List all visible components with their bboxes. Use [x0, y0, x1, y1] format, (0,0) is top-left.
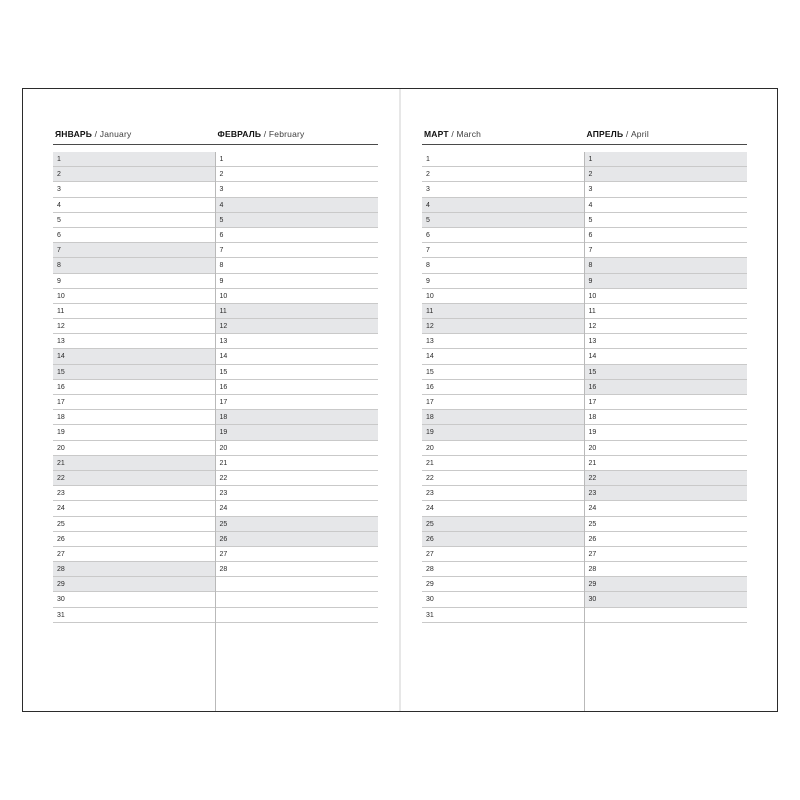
day-row[interactable]: 6: [585, 228, 748, 243]
day-row[interactable]: 6: [422, 228, 584, 243]
day-row[interactable]: 24: [585, 501, 748, 516]
month-header-april: [585, 129, 748, 139]
day-row[interactable]: 25: [422, 517, 584, 532]
day-row[interactable]: 24: [422, 501, 584, 516]
day-row[interactable]: 31: [53, 608, 215, 623]
day-row[interactable]: 5: [53, 213, 215, 228]
day-row[interactable]: 8: [53, 258, 215, 273]
day-row[interactable]: 23: [422, 486, 584, 501]
day-row[interactable]: 21: [53, 456, 215, 471]
day-row[interactable]: 29: [53, 577, 215, 592]
day-row[interactable]: 7: [53, 243, 215, 258]
day-row[interactable]: 16: [53, 380, 215, 395]
day-row[interactable]: 5: [585, 213, 748, 228]
day-row[interactable]: 1: [216, 152, 379, 167]
day-row[interactable]: 1: [585, 152, 748, 167]
day-row[interactable]: 8: [422, 258, 584, 273]
day-row[interactable]: 21: [216, 456, 379, 471]
day-row[interactable]: 6: [216, 228, 379, 243]
day-row[interactable]: 19: [422, 425, 584, 440]
day-row[interactable]: 4: [585, 198, 748, 213]
day-row[interactable]: 4: [216, 198, 379, 213]
day-row[interactable]: 3: [216, 182, 379, 197]
day-row[interactable]: 3: [53, 182, 215, 197]
day-row[interactable]: 22: [422, 471, 584, 486]
day-row[interactable]: 23: [585, 486, 748, 501]
day-row[interactable]: 7: [216, 243, 379, 258]
month-column-february: [216, 152, 379, 711]
day-row[interactable]: 13: [216, 334, 379, 349]
day-row[interactable]: 12: [585, 319, 748, 334]
day-row[interactable]: 9: [422, 274, 584, 289]
day-row[interactable]: 5: [422, 213, 584, 228]
day-row[interactable]: 16: [585, 380, 748, 395]
day-row[interactable]: 16: [216, 380, 379, 395]
day-row[interactable]: 18: [216, 410, 379, 425]
left-header-rule: [53, 144, 378, 145]
day-row[interactable]: 14: [53, 349, 215, 364]
day-row[interactable]: 11: [422, 304, 584, 319]
day-row[interactable]: 28: [216, 562, 379, 577]
day-row[interactable]: 12: [53, 319, 215, 334]
day-row[interactable]: 26: [585, 532, 748, 547]
day-row[interactable]: 27: [585, 547, 748, 562]
left-page-headers: [53, 129, 378, 139]
day-row[interactable]: 18: [585, 410, 748, 425]
day-row[interactable]: 2: [216, 167, 379, 182]
day-row[interactable]: 19: [585, 425, 748, 440]
month-name-ru: МАРТ: [424, 129, 449, 139]
day-row[interactable]: 28: [585, 562, 748, 577]
day-row[interactable]: 20: [422, 441, 584, 456]
day-row[interactable]: 19: [53, 425, 215, 440]
day-row[interactable]: 9: [53, 274, 215, 289]
day-row[interactable]: 30: [585, 592, 748, 607]
day-row-empty[interactable]: [585, 608, 748, 623]
day-row[interactable]: 23: [216, 486, 379, 501]
day-row[interactable]: 5: [216, 213, 379, 228]
day-row[interactable]: 20: [216, 441, 379, 456]
day-row[interactable]: 21: [585, 456, 748, 471]
day-row[interactable]: 19: [216, 425, 379, 440]
month-name-en: March: [456, 129, 482, 139]
day-row[interactable]: 18: [53, 410, 215, 425]
day-row[interactable]: 25: [585, 517, 748, 532]
day-row[interactable]: 13: [585, 334, 748, 349]
day-row[interactable]: 10: [53, 289, 215, 304]
day-row[interactable]: 8: [585, 258, 748, 273]
day-row[interactable]: 10: [422, 289, 584, 304]
month-name-en: January: [99, 129, 132, 139]
day-row[interactable]: 15: [216, 365, 379, 380]
month-name-en: February: [268, 129, 305, 139]
left-page-columns: [53, 152, 378, 711]
day-row[interactable]: 12: [422, 319, 584, 334]
day-row-empty[interactable]: [216, 608, 379, 623]
day-row[interactable]: 3: [585, 182, 748, 197]
day-row[interactable]: 27: [422, 547, 584, 562]
day-row[interactable]: 24: [216, 501, 379, 516]
month-header-march: [422, 129, 585, 139]
right-page-columns: [422, 152, 747, 711]
day-row[interactable]: 10: [216, 289, 379, 304]
day-row[interactable]: 30: [422, 592, 584, 607]
day-row[interactable]: 29: [422, 577, 584, 592]
month-name-ru: АПРЕЛЬ: [586, 129, 624, 139]
day-row[interactable]: 14: [422, 349, 584, 364]
day-row[interactable]: 1: [53, 152, 215, 167]
day-row[interactable]: 25: [53, 517, 215, 532]
month-column-march: [422, 152, 585, 711]
day-row[interactable]: 14: [216, 349, 379, 364]
day-row[interactable]: 15: [422, 365, 584, 380]
day-row[interactable]: 11: [585, 304, 748, 319]
right-page: [400, 89, 777, 711]
day-row[interactable]: 3: [422, 182, 584, 197]
day-row[interactable]: 2: [585, 167, 748, 182]
month-header-separator: /: [94, 129, 98, 139]
day-row[interactable]: 11: [53, 304, 215, 319]
day-row[interactable]: 13: [53, 334, 215, 349]
day-row[interactable]: 23: [53, 486, 215, 501]
day-row[interactable]: 28: [422, 562, 584, 577]
day-row[interactable]: 22: [585, 471, 748, 486]
month-header-separator: /: [451, 129, 454, 139]
day-row[interactable]: 26: [216, 532, 379, 547]
day-row[interactable]: 22: [53, 471, 215, 486]
day-row[interactable]: 16: [422, 380, 584, 395]
month-header-february: [216, 129, 379, 139]
day-row[interactable]: 17: [53, 395, 215, 410]
day-row[interactable]: 1: [422, 152, 584, 167]
calendar-spread: [22, 88, 778, 712]
right-page-headers: [422, 129, 747, 139]
day-row[interactable]: 11: [216, 304, 379, 319]
day-row[interactable]: 20: [585, 441, 748, 456]
day-row[interactable]: 15: [53, 365, 215, 380]
day-row[interactable]: 2: [422, 167, 584, 182]
day-row[interactable]: 25: [216, 517, 379, 532]
day-row[interactable]: 2: [53, 167, 215, 182]
day-row[interactable]: 14: [585, 349, 748, 364]
month-header-january: [53, 129, 216, 139]
day-row[interactable]: 12: [216, 319, 379, 334]
day-row[interactable]: 9: [585, 274, 748, 289]
day-row[interactable]: 31: [422, 608, 584, 623]
day-row[interactable]: 27: [216, 547, 379, 562]
month-name-ru: ФЕВРАЛЬ: [217, 129, 262, 139]
day-row[interactable]: 26: [53, 532, 215, 547]
day-row[interactable]: 29: [585, 577, 748, 592]
day-row[interactable]: 7: [585, 243, 748, 258]
spread-spine: [400, 89, 401, 711]
day-row[interactable]: 6: [53, 228, 215, 243]
day-row[interactable]: 13: [422, 334, 584, 349]
month-column-january: [53, 152, 216, 711]
day-row[interactable]: 17: [422, 395, 584, 410]
month-header-separator: /: [625, 129, 629, 139]
day-row[interactable]: 21: [422, 456, 584, 471]
month-column-april: [585, 152, 748, 711]
month-header-separator: /: [263, 129, 267, 139]
day-row[interactable]: 24: [53, 501, 215, 516]
day-row[interactable]: 4: [422, 198, 584, 213]
day-row[interactable]: 18: [422, 410, 584, 425]
right-header-rule: [422, 144, 747, 145]
day-row[interactable]: 17: [585, 395, 748, 410]
day-row-empty[interactable]: [216, 577, 379, 592]
day-row[interactable]: 27: [53, 547, 215, 562]
day-row[interactable]: 10: [585, 289, 748, 304]
left-page: [23, 89, 400, 711]
day-row[interactable]: 20: [53, 441, 215, 456]
day-row-empty[interactable]: [216, 592, 379, 607]
day-row[interactable]: 30: [53, 592, 215, 607]
day-row[interactable]: 7: [422, 243, 584, 258]
day-row[interactable]: 15: [585, 365, 748, 380]
day-row[interactable]: 26: [422, 532, 584, 547]
day-row[interactable]: 8: [216, 258, 379, 273]
month-name-en: April: [630, 129, 649, 139]
month-name-ru: ЯНВАРЬ: [55, 129, 93, 139]
day-row[interactable]: 28: [53, 562, 215, 577]
day-row[interactable]: 9: [216, 274, 379, 289]
day-row[interactable]: 4: [53, 198, 215, 213]
day-row[interactable]: 22: [216, 471, 379, 486]
day-row[interactable]: 17: [216, 395, 379, 410]
